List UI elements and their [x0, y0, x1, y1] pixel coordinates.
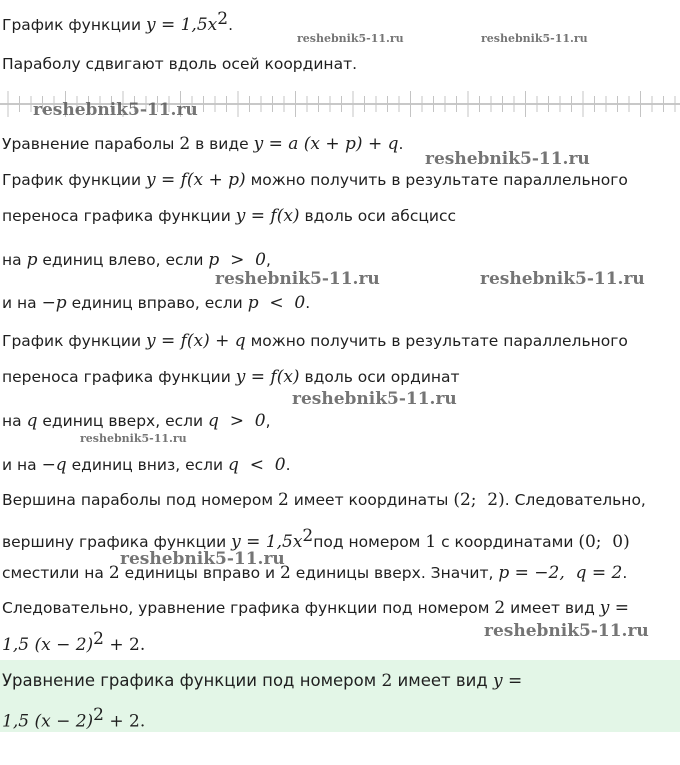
watermark: reshebnik5-11.ru	[120, 549, 285, 569]
line-equation-result: 1,5 $(x - 2)^2 + 2$.	[2, 629, 146, 656]
math-formula: y = 1,5x	[231, 532, 303, 553]
math-formula: y = f(x + p)	[145, 170, 246, 190]
math-formula: p = −2, q = 2	[498, 563, 623, 583]
line-shift-down: и на −q единиц вниз, если q < 0.	[2, 455, 291, 475]
math-formula: y = f(x)	[235, 367, 300, 387]
line-shift-up: на q единиц вверх, если q > 0,	[2, 411, 271, 431]
watermark: reshebnik5-11.ru	[480, 269, 645, 289]
math-formula: y =	[599, 598, 630, 618]
line-shift-ordinate: переноса графика функции y = f(x) вдоль оси ординат	[2, 367, 460, 387]
math-formula: y = a (x + p) + q	[253, 134, 399, 154]
answer-line-2: 1,5 $(x - 2)^2 + 2$.	[2, 705, 146, 732]
math-formula: 1,5 (x − 2)	[2, 635, 94, 656]
watermark: reshebnik5-11.ru	[215, 269, 380, 289]
line-vertex-coordinates: Вершина параболы под номером 2 имеет координаты (2; 2). Следовательно,	[2, 490, 646, 510]
line-vertex-origin: вершину графика функции $y = 1,5x^2под$ номером 1 с координатами (0; 0)	[2, 526, 630, 553]
line-shift-abscissa: переноса графика функции y = f(x) вдоль оси абсцисс	[2, 206, 457, 226]
line-graph-function: График функции $y = 1,5x^2$.	[2, 9, 233, 36]
math-formula: y = 1,5x	[145, 15, 218, 36]
line-shift-values: сместили на 2 единицы вправо и 2 единицы вверх. Значит, p = −2, q = 2.	[2, 563, 628, 583]
watermark: reshebnik5-11.ru	[297, 32, 404, 45]
answer-line-1: Уравнение графика функции под номером 2 имеет вид y =	[2, 671, 523, 691]
line-graph-f-x-plus-p: График функции y = f(x + p) можно получить в результате параллельного	[2, 170, 628, 190]
line-shift-left: на p единиц влево, если p > 0,	[2, 250, 271, 270]
math-formula: y = f(x) + q	[145, 331, 246, 351]
watermark: reshebnik5-11.ru	[425, 149, 590, 169]
watermark: reshebnik5-11.ru	[481, 32, 588, 45]
watermark: reshebnik5-11.ru	[292, 389, 457, 409]
watermark: reshebnik5-11.ru	[80, 432, 187, 445]
watermark: reshebnik5-11.ru	[484, 621, 649, 641]
math-formula: y = f(x)	[235, 206, 300, 226]
line-graph-f-x-plus-q: График функции y = f(x) + q можно получить в результате параллельного	[2, 331, 628, 351]
answer-box	[0, 660, 680, 732]
line-shift-right: и на −p единиц вправо, если p < 0.	[2, 293, 311, 313]
line-equation-form: Следовательно, уравнение графика функции под номером 2 имеет вид y =	[2, 598, 630, 618]
line-parabola-equation: Уравнение параболы 2 в виде y = a (x + p) + q.	[2, 134, 404, 154]
watermark: reshebnik5-11.ru	[33, 100, 198, 120]
line-parabola-shift: Параболу сдвигают вдоль осей координат.	[2, 55, 358, 73]
